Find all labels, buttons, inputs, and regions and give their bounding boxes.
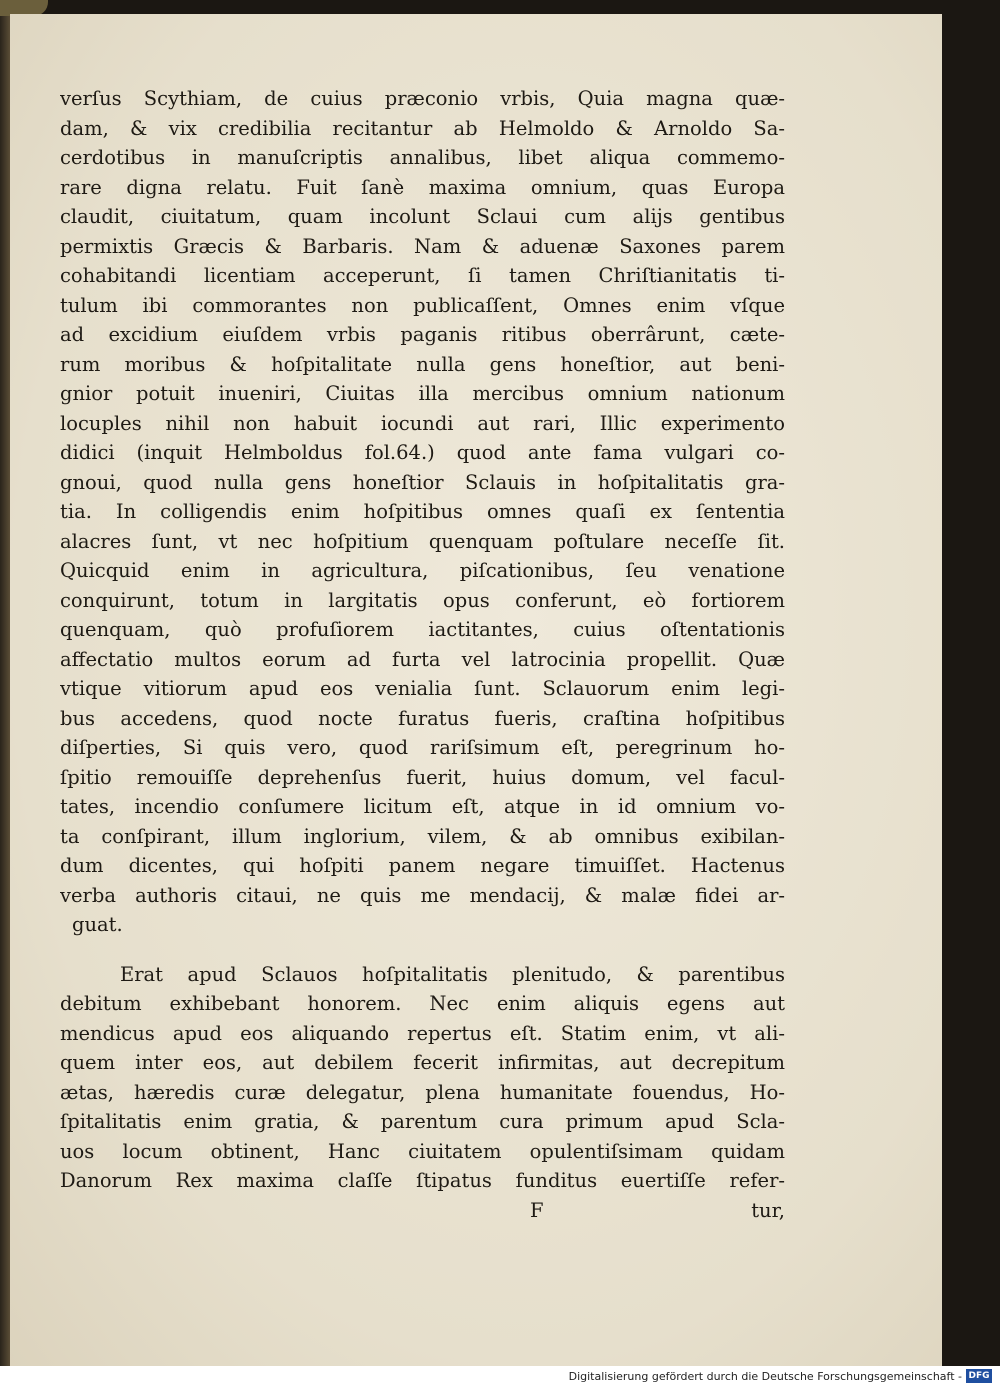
- text-line: uos locum obtinent, Hanc ciuitatem opulentiſsimam quidam: [60, 1139, 785, 1163]
- paragraph-1: [60, 84, 785, 910]
- text-line: vtique vitiorum apud eos venialia ſunt. Sclauorum enim legi-: [60, 677, 785, 700]
- text-line: claudit, ciuitatum, quam incolunt Sclaui cum alijs gentibus: [60, 205, 785, 228]
- text-line: locuples nihil non habuit iocundi aut rari, Illic experimento: [60, 411, 785, 435]
- paragraph-1-final-line: guat.: [72, 913, 123, 936]
- text-line: didici (inquit Helmboldus fol.64.) quod ante fama vulgari co-: [60, 441, 785, 464]
- text-line: tulum ibi commorantes non publicaſſent, Omnes enim vſque: [60, 293, 785, 317]
- funding-credit: Digitalisierung gefördert durch die Deutsche Forschungsgemeinschaft -: [568, 1370, 962, 1383]
- text-line: conquirunt, totum in largitatis opus conferunt, eò fortiorem: [60, 588, 785, 612]
- text-line: ta conſpirant, illum inglorium, vilem, & ab omnibus exibilan-: [60, 824, 785, 848]
- text-line: verba authoris citaui, ne quis me mendacij, & malæ fidei ar-: [60, 883, 785, 907]
- text-line: dum dicentes, qui hoſpiti panem negare timuiſſet. Hactenus: [60, 854, 785, 877]
- text-line: debitum exhibebant honorem. Nec enim aliquis egens aut: [60, 992, 785, 1015]
- book-page: [10, 14, 942, 1366]
- text-line: ad excidium eiuſdem vrbis paganis ritibus oberrârunt, cæte-: [60, 323, 785, 346]
- text-line: tia. In colligendis enim hoſpitibus omnes quaſi ex ſententia: [60, 500, 785, 523]
- text-line: alacres ſunt, vt nec hoſpitium quenquam poſtulare neceſſe ſit.: [60, 529, 785, 553]
- paragraph-2: [60, 960, 785, 1196]
- book-spine-edge: [0, 0, 10, 1366]
- text-line: dam, & vix credibilia recitantur ab Helmoldo & Arnoldo Sa-: [60, 116, 785, 140]
- text-line: rare digna relatu. Fuit ſanè maxima omnium, quas Europa: [60, 175, 785, 199]
- dfg-logo: DFG: [966, 1369, 992, 1383]
- text-line: cohabitandi licentiam acceperunt, ſi tamen Chriſtianitatis ti-: [60, 264, 785, 287]
- text-line: quenquam, quò profuſiorem iactitantes, cuius oſtentationis: [60, 618, 785, 641]
- text-line: ætas, hæredis curæ delegatur, plena humanitate fouendus, Ho-: [60, 1080, 785, 1104]
- digitization-footer: [0, 1366, 1000, 1386]
- text-line: diſperties, Si quis vero, quod rariſsimum eſt, peregrinum ho-: [60, 736, 785, 759]
- signature-catchword-line: [60, 1196, 785, 1226]
- text-line: ſpitalitatis enim gratia, & parentum cura primum apud Scla-: [60, 1110, 785, 1133]
- text-line: Erat apud Sclauos hoſpitalitatis plenitudo, & parentibus: [120, 962, 785, 986]
- page-body-text: [60, 84, 785, 1225]
- catchword: tur,: [751, 1198, 785, 1222]
- text-line: cerdotibus in manuſcriptis annalibus, libet aliqua commemo-: [60, 146, 785, 169]
- text-line: bus accedens, quod nocte furatus fueris, craſtina hoſpitibus: [60, 706, 785, 730]
- text-line: gnior potuit inueniri, Ciuitas illa mercibus omnium nationum: [60, 382, 785, 405]
- signature-mark: F: [530, 1198, 544, 1222]
- text-line: quem inter eos, aut debilem fecerit infirmitas, aut decrepitum: [60, 1051, 785, 1074]
- text-line: Danorum Rex maxima claſſe ſtipatus funditus euertiſſe refer-: [60, 1169, 785, 1192]
- text-line: Quicquid enim in agricultura, piſcationibus, ſeu venatione: [60, 559, 785, 582]
- text-line: affectatio multos eorum ad furta vel latrocinia propellit. Quæ: [60, 647, 785, 671]
- text-line: rum moribus & hoſpitalitate nulla gens honeſtior, aut beni-: [60, 352, 785, 376]
- text-line: verſus Scythiam, de cuius præconio vrbis, Quia magna quæ-: [60, 87, 785, 110]
- text-line: gnoui, quod nulla gens honeſtior Sclauis in hoſpitalitatis gra-: [60, 470, 785, 494]
- text-line: mendicus apud eos aliquando repertus eſt. Statim enim, vt ali-: [60, 1021, 785, 1045]
- text-line: permixtis Græcis & Barbaris. Nam & aduenæ Saxones parem: [60, 234, 785, 258]
- paragraph-gap: [60, 940, 785, 960]
- text-line: ſpitio remouiſſe deprehenſus fuerit, huius domum, vel facul-: [60, 765, 785, 789]
- text-line: tates, incendio conſumere licitum eſt, atque in id omnium vo-: [60, 795, 785, 818]
